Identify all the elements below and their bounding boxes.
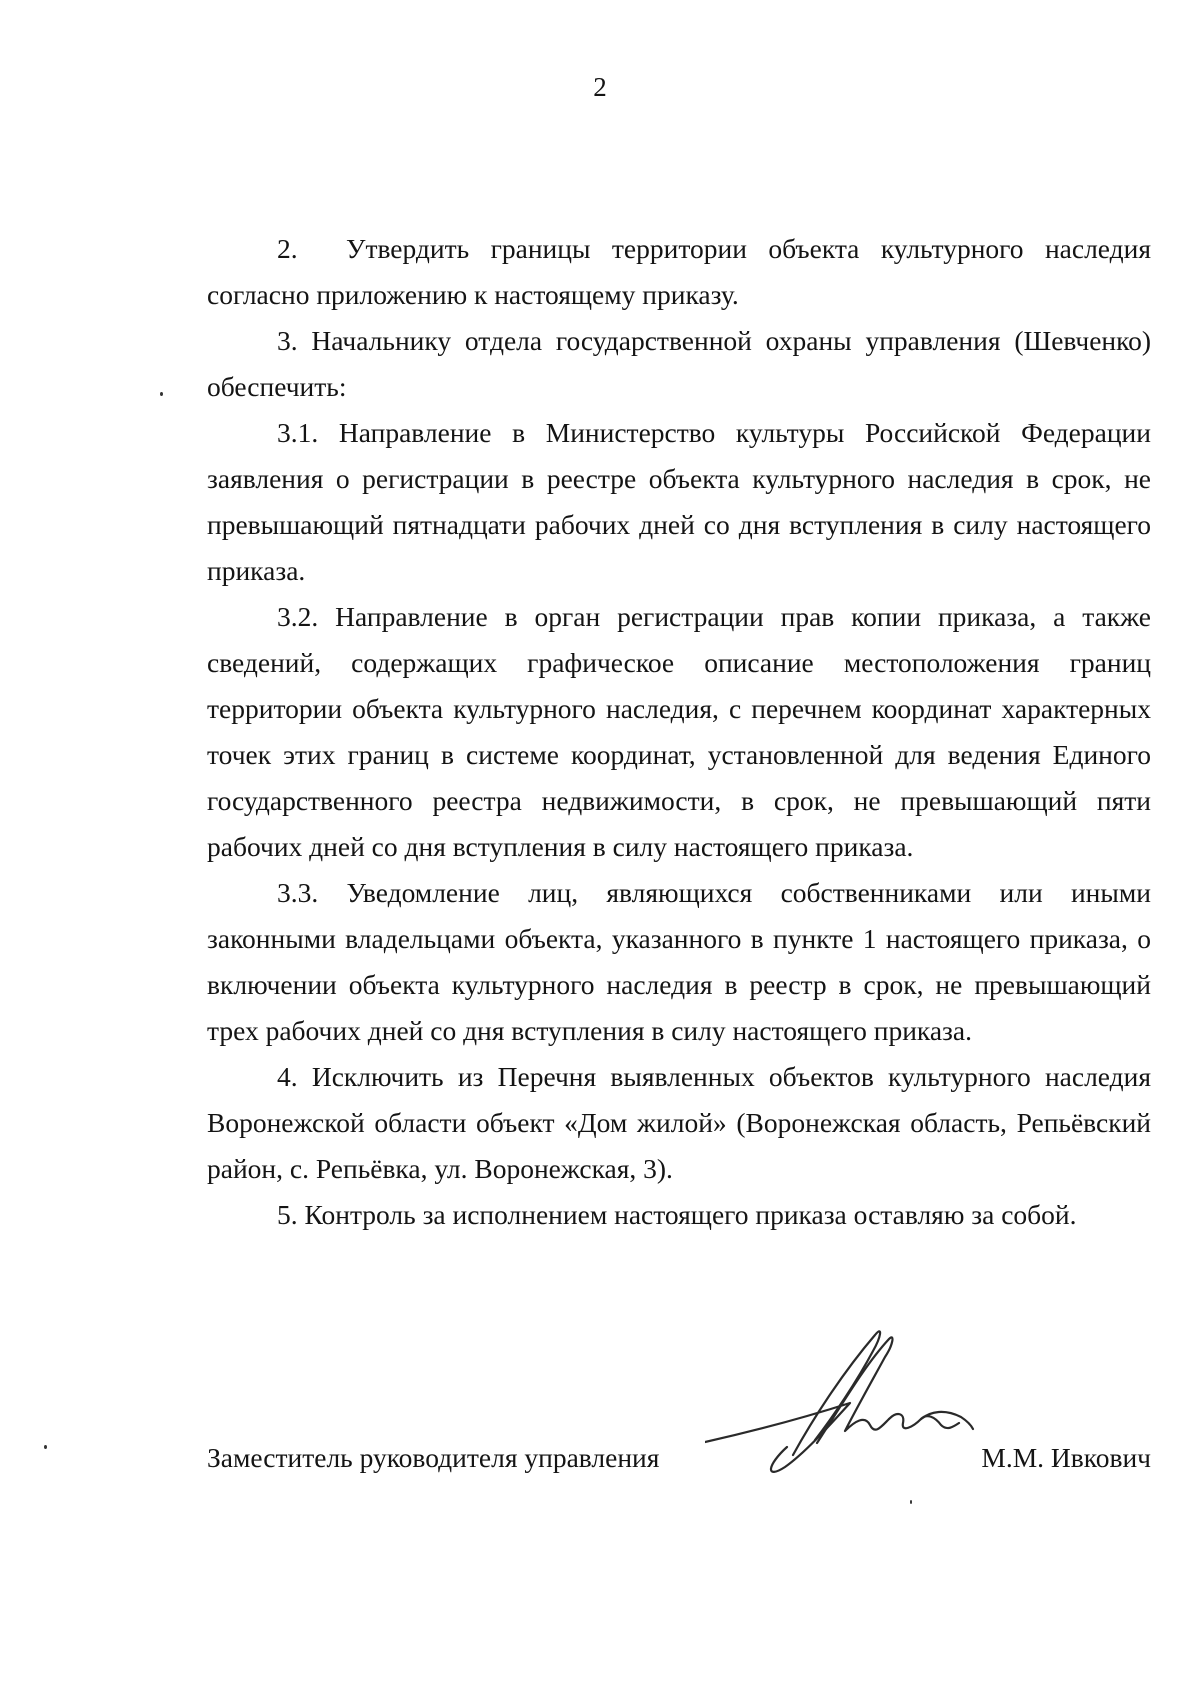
signature-block bbox=[207, 1438, 1151, 1478]
paragraph-4-text: 4. Исключить из Перечня выявленных объектов культурного наследия Воронежской области объект «Дом жилой» (Воронежская область, Репьёвский район, с. Репьёвка, ул. Воронежская, 3). bbox=[207, 1061, 1151, 1184]
paragraph-3-text: 3. Начальнику отдела государственной охраны управления (Шевченко) обеспечить: bbox=[207, 325, 1151, 402]
scan-speck bbox=[160, 392, 163, 396]
paragraph-4 bbox=[207, 1054, 1151, 1192]
paragraph-3-3 bbox=[207, 870, 1151, 1054]
paragraph-2 bbox=[207, 226, 1151, 318]
page-number: 2 bbox=[593, 72, 607, 102]
paragraph-2-text: Утвердить границы территории объекта культурного наследия согласно приложению к настоящему приказу. bbox=[207, 233, 1151, 310]
scan-speck bbox=[910, 1500, 912, 1504]
paragraph-3-1 bbox=[207, 410, 1151, 594]
paragraph-3 bbox=[207, 318, 1151, 410]
paragraph-2-number: 2. bbox=[277, 233, 298, 264]
signatory-name: М.М. Ивкович bbox=[981, 1442, 1151, 1473]
paragraph-5 bbox=[207, 1192, 1151, 1238]
signatory-position: Заместитель руководителя управления bbox=[207, 1442, 660, 1473]
paragraph-3-2 bbox=[207, 594, 1151, 870]
scan-speck bbox=[44, 1445, 47, 1449]
paragraph-5-text: 5. Контроль за исполнением настоящего приказа оставляю за собой. bbox=[277, 1199, 1077, 1230]
paragraph-3-1-text: 3.1. Направление в Министерство культуры Российской Федерации заявления о регистрации в реестре объекта культурного наследия в срок, не превышающий пятнадцати рабочих дней со дня вступления в силу настоящего приказа. bbox=[207, 417, 1151, 586]
document-body bbox=[207, 226, 1151, 1238]
paragraph-3-2-text: 3.2. Направление в орган регистрации прав копии приказа, а также сведений, содержащих графическое описание местоположения границ территории объекта культурного наследия, с перечнем координат характерных точек этих границ в системе координат, установленной для ведения Единого государственного реестра недвижимости, в срок, не превышающий пяти рабочих дней со дня вступления в силу настоящего приказа. bbox=[207, 601, 1151, 862]
paragraph-3-3-text: 3.3. Уведомление лиц, являющихся собственниками или иными законными владельцами объекта, указанного в пункте 1 настоящего приказа, о включении объекта культурного наследия в реестр в срок, не превышающий трех рабочих дней со дня вступления в силу настоящего приказа. bbox=[207, 877, 1151, 1046]
